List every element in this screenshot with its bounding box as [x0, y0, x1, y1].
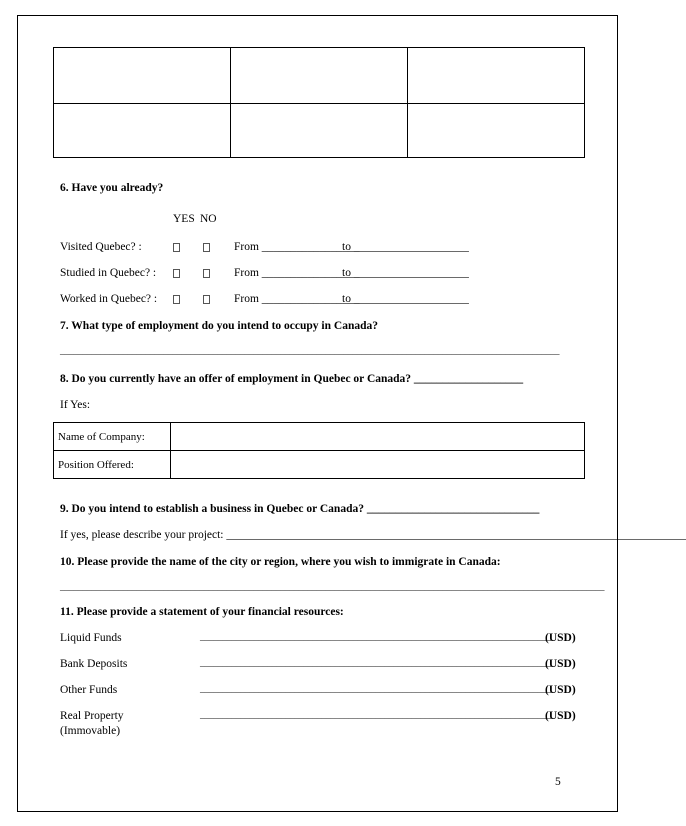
- visited-no-checkbox[interactable]: [203, 243, 210, 252]
- visited-quebec-label: Visited Quebec? :: [60, 241, 142, 253]
- q7-heading: 7. What type of employment do you intend to occupy in Canada?: [60, 320, 378, 332]
- company-name-label: Name of Company:: [54, 423, 171, 451]
- grid-cell[interactable]: [231, 48, 408, 104]
- grid-cell[interactable]: [54, 104, 231, 158]
- bank-deposits-field[interactable]: ______________________________________________________________________________: [200, 658, 551, 668]
- studied-to-field[interactable]: to ____________________: [342, 267, 469, 279]
- other-funds-field[interactable]: ______________________________________________________________________________: [200, 684, 551, 694]
- worked-to-field[interactable]: to ____________________: [342, 293, 469, 305]
- other-funds-label: Other Funds: [60, 684, 118, 696]
- real-property-field[interactable]: ______________________________________________________________________________: [200, 710, 551, 720]
- liquid-funds-unit: (USD): [545, 632, 576, 644]
- worked-no-checkbox[interactable]: [203, 295, 210, 304]
- real-property-unit: (USD): [545, 710, 576, 722]
- studied-from-field[interactable]: From _________________: [234, 267, 360, 279]
- q10-answer-line[interactable]: _________________________________________________________________________________________________________________________: [60, 582, 605, 592]
- if-yes-label: If Yes:: [60, 399, 91, 411]
- position-offered-field[interactable]: [171, 451, 585, 479]
- visited-to-field[interactable]: to ____________________: [342, 241, 469, 253]
- worked-from-field[interactable]: From _________________: [234, 293, 360, 305]
- top-grid-table: [53, 47, 585, 158]
- bank-deposits-label: Bank Deposits: [60, 658, 128, 670]
- q7-answer-line[interactable]: _______________________________________________________________________________________________________________: [60, 346, 560, 356]
- q11-heading: 11. Please provide a statement of your financial resources:: [60, 606, 344, 618]
- employment-offer-table: [53, 422, 585, 479]
- grid-cell[interactable]: [408, 48, 585, 104]
- grid-cell[interactable]: [408, 104, 585, 158]
- liquid-funds-field[interactable]: ______________________________________________________________________________: [200, 632, 551, 642]
- grid-cell[interactable]: [54, 48, 231, 104]
- q9-describe-field[interactable]: If yes, please describe your project: ________________________________________________________________________________: [60, 529, 686, 541]
- q8-heading: 8. Do you currently have an offer of employment in Quebec or Canada? ___________________: [60, 373, 524, 385]
- worked-quebec-label: Worked in Quebec? :: [60, 293, 158, 305]
- real-property-sublabel: (Immovable): [60, 725, 121, 737]
- real-property-label: Real Property: [60, 710, 124, 722]
- company-name-field[interactable]: [171, 423, 585, 451]
- yes-column-label: YES: [173, 213, 195, 225]
- bank-deposits-unit: (USD): [545, 658, 576, 670]
- studied-quebec-label: Studied in Quebec? :: [60, 267, 157, 279]
- worked-yes-checkbox[interactable]: [173, 295, 180, 304]
- visited-from-field[interactable]: From _________________: [234, 241, 360, 253]
- q6-heading: 6. Have you already?: [60, 182, 164, 194]
- no-column-label: NO: [200, 213, 217, 225]
- q10-heading: 10. Please provide the name of the city or region, where you wish to immigrate in Canada:: [60, 556, 501, 568]
- position-offered-label: Position Offered:: [54, 451, 171, 479]
- visited-yes-checkbox[interactable]: [173, 243, 180, 252]
- grid-cell[interactable]: [231, 104, 408, 158]
- studied-yes-checkbox[interactable]: [173, 269, 180, 278]
- liquid-funds-label: Liquid Funds: [60, 632, 122, 644]
- q9-heading: 9. Do you intend to establish a business in Quebec or Canada? ______________________________: [60, 503, 540, 515]
- page-number: 5: [555, 776, 561, 788]
- studied-no-checkbox[interactable]: [203, 269, 210, 278]
- other-funds-unit: (USD): [545, 684, 576, 696]
